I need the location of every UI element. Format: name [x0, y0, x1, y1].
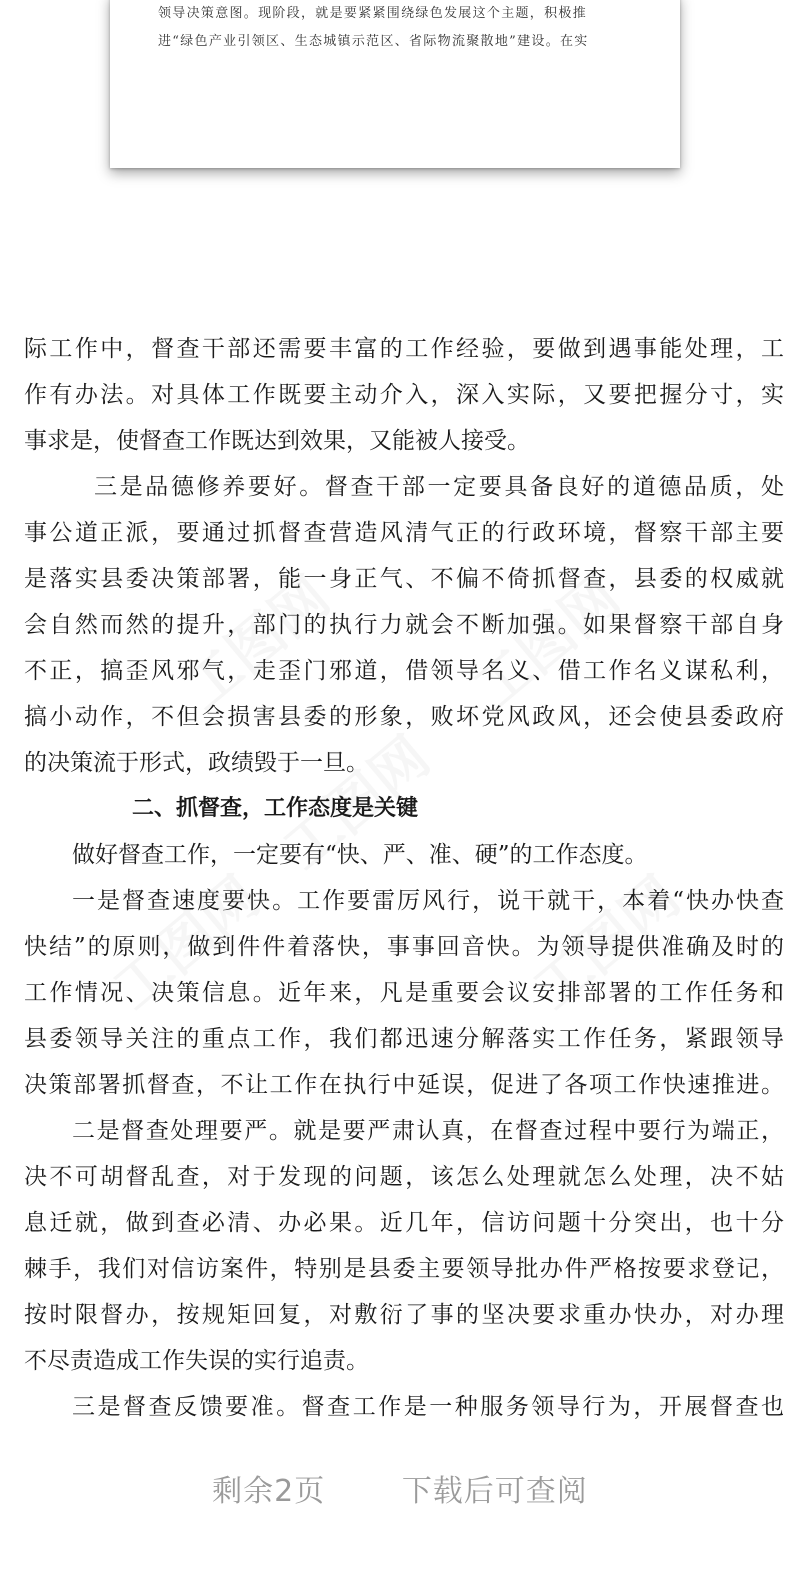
body-line: 事求是，使督查工作既达到效果，又能被人接受。 [24, 428, 530, 454]
body-line: 是落实县委决策部署，能一身正气、不偏不倚抓督查，县委的权威就 [24, 566, 784, 592]
body-line: 三是督查反馈要准。督查工作是一种服务领导行为，开展督查也 [72, 1394, 784, 1420]
body-line: 县委领导关注的重点工作，我们都迅速分解落实工作任务，紧跟领导 [24, 1026, 784, 1052]
download-prompt[interactable] [0, 1466, 800, 1510]
body-line: 三是品德修养要好。督查干部一定要具备良好的道德品质，处 [94, 474, 784, 500]
body-line: 事公道正派，要通过抓督查营造风清气正的行政环境，督察干部主要 [24, 520, 784, 546]
body-line: 息迁就，做到查必清、办必果。近几年，信访问题十分突出，也十分 [24, 1210, 784, 1236]
remaining-pages-label: 剩余2页 [212, 1474, 326, 1509]
body-line: 作有办法。对具体工作既要主动介入，深入实际，又要把握分寸，实 [24, 382, 784, 408]
body-line: 的决策流于形式，政绩毁于一旦。 [24, 750, 369, 776]
body-line: 不尽责造成工作失误的实行追责。 [24, 1348, 369, 1374]
body-line: 按时限督办，按规矩回复，对敷衍了事的坚决要求重办快办，对办理 [24, 1302, 784, 1328]
preview-line: 进“绿色产业引领区、生态城镇示范区、省际物流聚散地”建设。在实 [158, 34, 589, 49]
body-line: 际工作中，督查干部还需要丰富的工作经验，要做到遇事能处理，工 [24, 336, 784, 362]
body-line: 搞小动作，不但会损害县委的形象，败坏党风政风，还会使县委政府 [24, 704, 784, 730]
body-line: 决不可胡督乱查，对于发现的问题，该怎么处理就怎么处理，决不姑 [24, 1164, 784, 1190]
preview-line: 领导决策意图。现阶段，就是要紧紧围绕绿色发展这个主题，积极推 [158, 6, 588, 21]
section-heading: 二、抓督查，工作态度是关键 [132, 796, 419, 821]
body-line: 棘手，我们对信访案件，特别是县委主要领导批办件严格按要求登记， [24, 1256, 784, 1282]
document-body [24, 326, 784, 1430]
body-line: 一是督查速度要快。工作要雷厉风行，说干就干，本着“快办快查 [72, 888, 784, 914]
body-line: 快结”的原则，做到件件着落快，事事回音快。为领导提供准确及时的 [24, 934, 784, 960]
body-line: 不正，搞歪风邪气，走歪门邪道，借领导名义、借工作名义谋私利， [24, 658, 784, 684]
download-to-read-label[interactable]: 下载后可查阅 [401, 1474, 588, 1509]
body-line: 工作情况、决策信息。近年来，凡是重要会议安排部署的工作任务和 [24, 980, 784, 1006]
page-preview-card [110, 0, 680, 168]
body-line: 会自然而然的提升，部门的执行力就会不断加强。如果督察干部自身 [24, 612, 784, 638]
body-line: 做好督查工作，一定要有“快、严、准、硬”的工作态度。 [72, 842, 648, 868]
body-line: 二是督查处理要严。就是要严肃认真，在督查过程中要行为端正， [72, 1118, 784, 1144]
body-line: 决策部署抓督查，不让工作在执行中延误，促进了各项工作快速推进。 [24, 1072, 784, 1098]
